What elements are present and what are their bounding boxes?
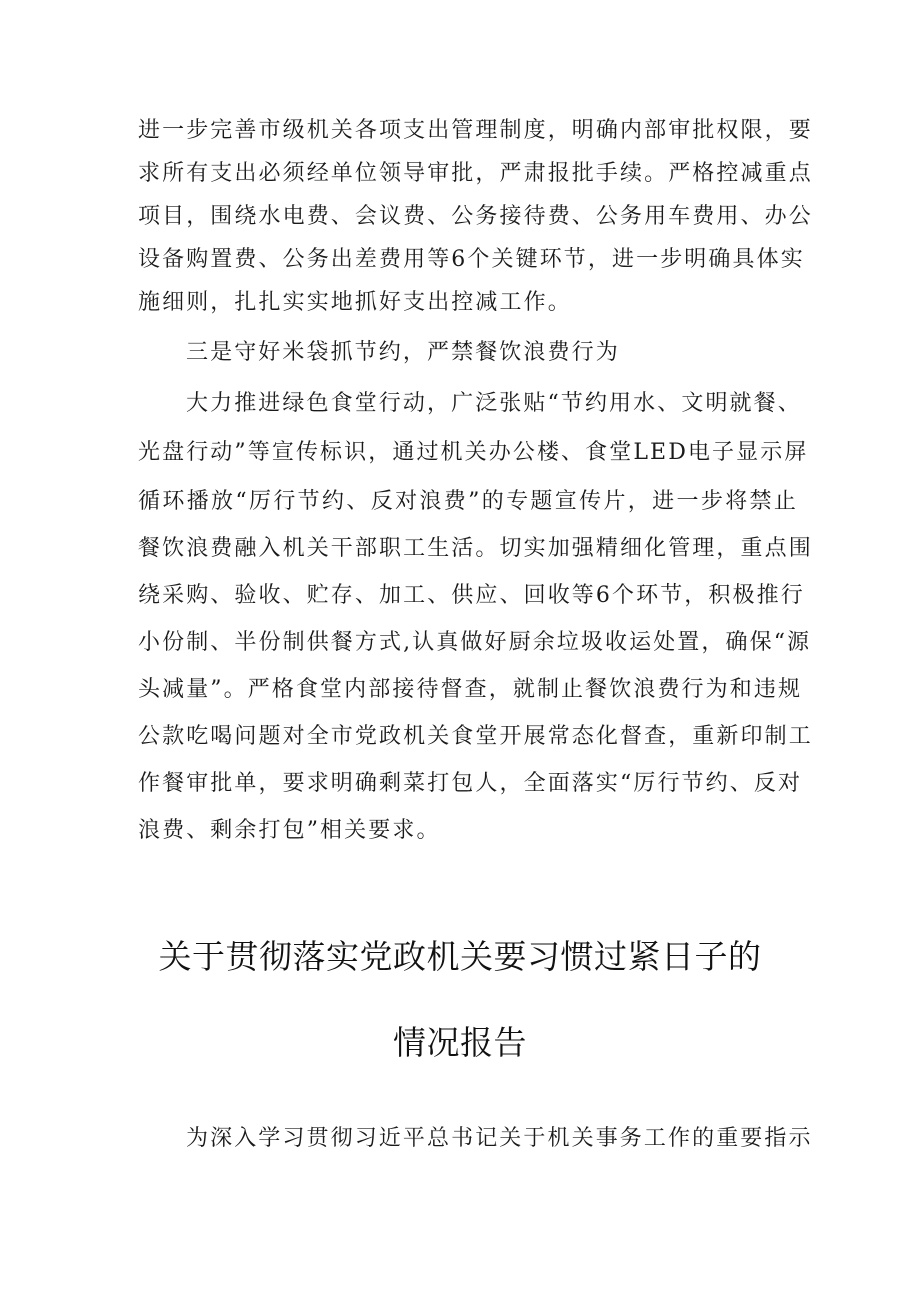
paragraph-2-line-8: 公款吃喝问题对全市党政机关食堂开展常态化督查，重新印制工 (138, 724, 813, 749)
section-heading: 三是守好米袋抓节约，严禁餐饮浪费行为 (186, 340, 620, 365)
paragraph-2-line-2: 光盘行动”等宣传标识，通过机关办公楼、食堂LED电子显示屏 (138, 440, 809, 465)
paragraph-2-line-9: 作餐审批单，要求明确剩菜打包人，全面落实“厉行节约、反对 (138, 771, 803, 796)
report-title-line-2: 情况报告 (393, 1023, 527, 1062)
paragraph-2-line-1: 大力推进绿色食堂行动，广泛张贴“节约用水、文明就餐、 (186, 391, 802, 416)
paragraph-2-line-7: 头减量”。严格食堂内部接待督查，就制止餐饮浪费行为和违规 (138, 677, 803, 702)
paragraph-2-line-10: 浪费、剩余打包”相关要求。 (138, 818, 441, 843)
paragraph-2-line-3: 循环播放“厉行节约、反对浪费”的专题宣传片，进一步将禁止 (138, 489, 798, 514)
report-title-line-1: 关于贯彻落实党政机关要习惯过紧日子的 (158, 937, 762, 976)
paragraph-1-line-1: 进一步完善市级机关各项支出管理制度，明确内部审批权限，要 (138, 118, 813, 143)
paragraph-3-line-1: 为深入学习贯彻习近平总书记关于机关事务工作的重要指示 (186, 1126, 813, 1151)
paragraph-2-line-5: 绕采购、验收、贮存、加工、供应、回收等6个环节，积极推行 (138, 583, 805, 608)
paragraph-1-line-3: 项目，围绕水电费、会议费、公务接待费、公务用车费用、办公 (138, 204, 813, 229)
paragraph-2-line-4: 餐饮浪费融入机关干部职工生活。切实加强精细化管理，重点围 (138, 536, 813, 561)
paragraph-2-line-6: 小份制、半份制供餐方式,认真做好厨余垃圾收运处置，确保“源 (138, 630, 812, 655)
paragraph-1-line-4: 设备购置费、公务出差费用等6个关键环节，进一步明确具体实 (138, 247, 805, 272)
paragraph-1-line-5: 施细则，扎扎实实地抓好支出控减工作。 (138, 290, 572, 315)
paragraph-1-line-2: 求所有支出必须经单位领导审批，严肃报批手续。严格控减重点 (138, 161, 813, 186)
